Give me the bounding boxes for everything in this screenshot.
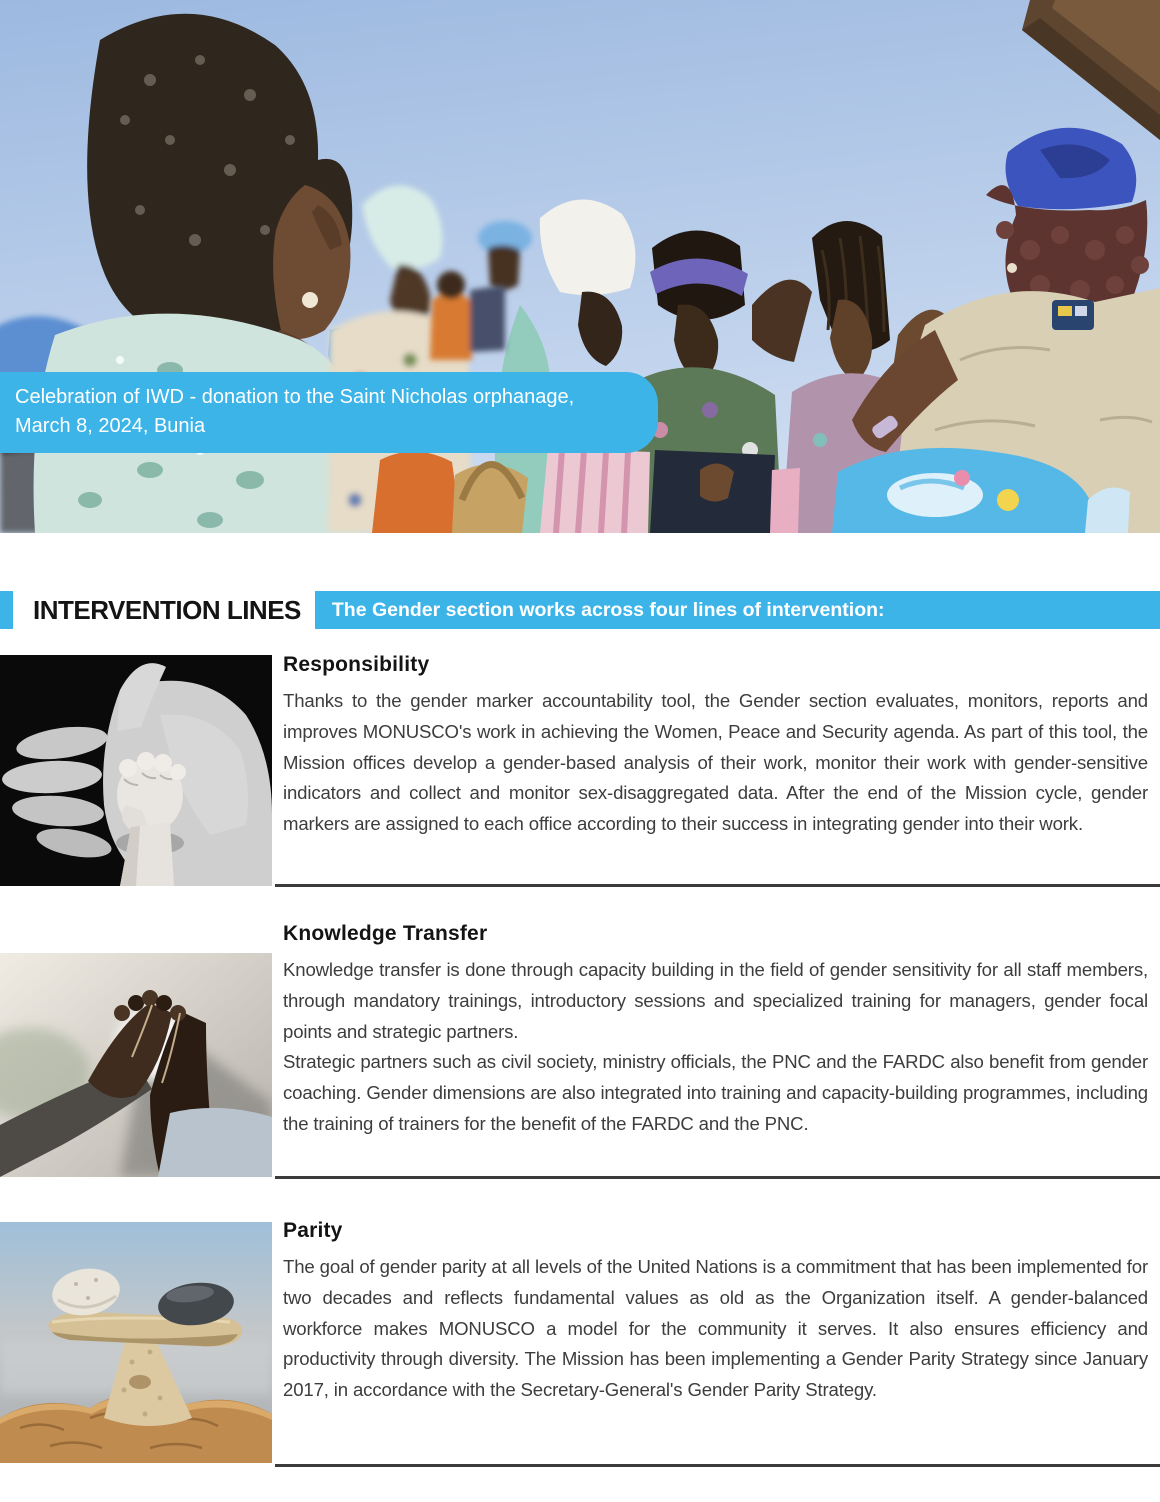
parity-image <box>0 1222 272 1463</box>
section-knowledge-transfer <box>0 922 1160 1180</box>
responsibility-text <box>283 653 1148 840</box>
responsibility-paragraph: Thanks to the gender marker accountability tool, the Gender section evaluates, monitors, reports and improves MONUSCO's work in achieving the Women, Peace and Security agenda. As part of this tool, the Mission offices develop a gender-based analysis of their work, monitor their work with gender-sensitive indicators and collect and monitor sex-disaggregated data. After the end of the Mission cycle, gender markers are assigned to each office according to their success in integrating gender into their work. <box>283 690 1148 835</box>
adult-baby-hands-image <box>0 655 272 886</box>
photo-caption-banner <box>0 372 658 453</box>
knowledge-transfer-paragraph-2: Strategic partners such as civil society, ministry officials, the PNC and the FARDC also benefit from gender coaching. Gender dimensions are also integrated into training and capacity-building programmes, including the training of trainers for the benefit of the FARDC and the PNC. <box>283 1051 1148 1134</box>
knowledge-transfer-text <box>283 922 1148 1140</box>
photo-caption-line1: Celebration of IWD - donation to the Saint Nicholas orphanage, <box>15 386 575 408</box>
parity-heading: Parity <box>283 1219 343 1242</box>
knowledge-transfer-heading: Knowledge Transfer <box>283 922 488 945</box>
header-subtitle: The Gender section works across four lines of intervention: <box>331 599 885 621</box>
section-divider-3 <box>275 1464 1160 1467</box>
header-subtitle-bar <box>315 591 1160 629</box>
section-responsibility <box>0 653 1160 887</box>
parity-paragraph: The goal of gender parity at all levels of the United Nations is a commitment that has been implemented for two decades and reflects fundamental values as old as the Organization itself. A gender-balanced workforce makes MONUSCO a model for the community it serves. It also ensures efficiency and productivity through diversity. The Mission has been implementing a Gender Parity Strategy since January 2017, in accordance with the Secretary-General's Gender Parity Strategy. <box>283 1256 1148 1401</box>
section-divider-1 <box>275 884 1160 887</box>
responsibility-image <box>0 655 272 886</box>
photo-caption-line2: March 8, 2024, Bunia <box>15 415 206 437</box>
balanced-stones-image <box>0 1222 272 1463</box>
clasped-hands-image <box>0 953 272 1177</box>
responsibility-heading: Responsibility <box>283 653 430 676</box>
parity-text <box>283 1219 1148 1406</box>
knowledge-transfer-paragraph-1: Knowledge transfer is done through capacity building in the field of gender sensitivity for all staff members, through mandatory trainings, introductory sessions and specialized training for managers, gender focal points and strategic partners. <box>283 959 1148 1042</box>
page-title: INTERVENTION LINES <box>33 595 301 625</box>
accent-square <box>0 591 13 629</box>
crowd-celebration-image <box>0 0 1160 533</box>
section-parity <box>0 1219 1160 1467</box>
hero-photo <box>0 0 1160 533</box>
intervention-lines-header <box>0 591 1160 629</box>
section-divider-2 <box>275 1176 1160 1179</box>
knowledge-transfer-image <box>0 953 272 1177</box>
